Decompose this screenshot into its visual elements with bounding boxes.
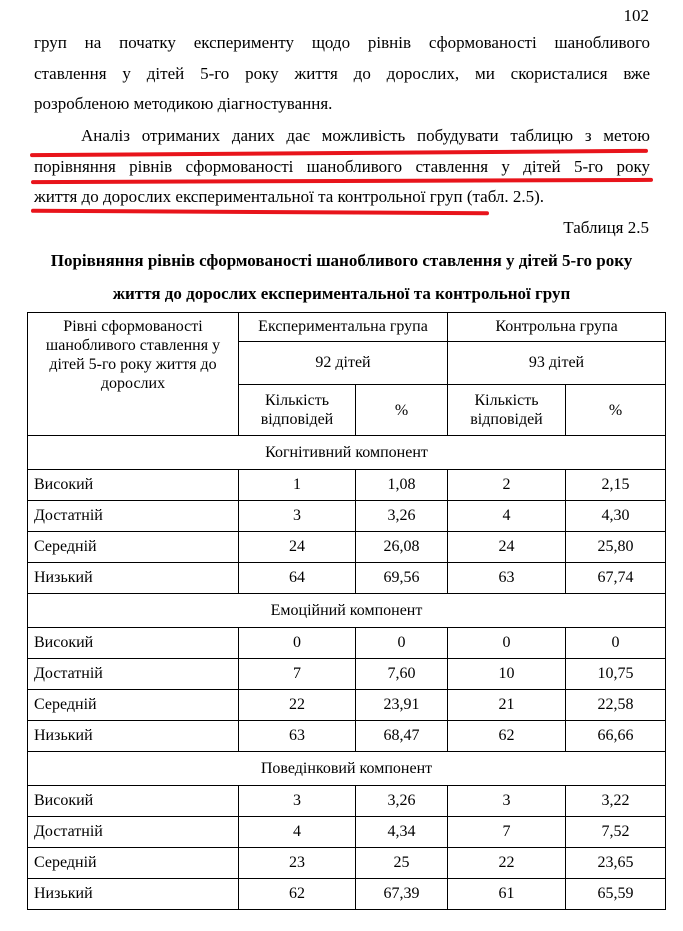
ctrl-count-value: 21 bbox=[448, 690, 566, 721]
exp-count-value: 3 bbox=[239, 786, 356, 817]
paragraph-analysis bbox=[34, 121, 650, 213]
exp-count-value: 7 bbox=[239, 659, 356, 690]
page-number: 102 bbox=[623, 6, 649, 25]
level-cell: Низький bbox=[28, 721, 239, 752]
ctrl-count-value: 0 bbox=[448, 628, 566, 659]
exp-percent-value: 1,08 bbox=[356, 470, 448, 501]
component-section-title: Емоційний компонент bbox=[28, 594, 666, 628]
exp-count-value: 0 bbox=[239, 628, 356, 659]
ctrl-percent-value: 65,59 bbox=[566, 879, 666, 910]
table-row bbox=[28, 879, 666, 910]
table-row bbox=[28, 501, 666, 532]
table-row bbox=[28, 848, 666, 879]
ctrl-percent-value: 0 bbox=[566, 628, 666, 659]
paragraph-line: Аналіз отриманих даних дає можливість побудувати таблицю з метою bbox=[81, 126, 650, 145]
ctrl-count-value: 22 bbox=[448, 848, 566, 879]
ctrl-count-value: 62 bbox=[448, 721, 566, 752]
level-cell: Достатній bbox=[28, 501, 239, 532]
table-row bbox=[28, 628, 666, 659]
paragraph-line: ставлення у дітей 5-го року життя до дорослих, ми скористалися вже bbox=[34, 63, 650, 83]
ctrl-count-value: 4 bbox=[448, 501, 566, 532]
percent-header-cell: % bbox=[356, 385, 448, 436]
exp-count-value: 22 bbox=[239, 690, 356, 721]
component-section-row bbox=[28, 594, 666, 628]
ctrl-count-value: 7 bbox=[448, 817, 566, 848]
paragraph-line: життя до дорослих експериментальної та контрольної груп (табл. 2.5). bbox=[34, 187, 545, 206]
ctrl-percent-value: 4,30 bbox=[566, 501, 666, 532]
ctrl-count-value: 24 bbox=[448, 532, 566, 563]
paragraph-line: порівняння рівнів сформованості шанобливого ставлення у дітей 5-го року bbox=[34, 156, 650, 176]
level-cell: Низький bbox=[28, 879, 239, 910]
table-title-line: життя до дорослих експериментальної та контрольної груп bbox=[112, 284, 571, 303]
exp-count-value: 63 bbox=[239, 721, 356, 752]
level-cell: Високий bbox=[28, 786, 239, 817]
level-cell: Низький bbox=[28, 563, 239, 594]
component-section-row bbox=[28, 436, 666, 470]
level-cell: Високий bbox=[28, 470, 239, 501]
exp-count-value: 62 bbox=[239, 879, 356, 910]
exp-count-value: 4 bbox=[239, 817, 356, 848]
table-row bbox=[28, 690, 666, 721]
table-header-row bbox=[28, 313, 666, 342]
table-row bbox=[28, 563, 666, 594]
component-section-title: Поведінковий компонент bbox=[28, 752, 666, 786]
levels-header-cell: Рівні сформованості шанобливого ставлення у дітей 5-го року життя до дорослих bbox=[28, 313, 239, 436]
exp-percent-value: 23,91 bbox=[356, 690, 448, 721]
exp-percent-value: 4,34 bbox=[356, 817, 448, 848]
level-cell: Середній bbox=[28, 690, 239, 721]
exp-count-value: 23 bbox=[239, 848, 356, 879]
ctrl-percent-value: 67,74 bbox=[566, 563, 666, 594]
level-cell: Середній bbox=[28, 532, 239, 563]
ctrl-percent-value: 25,80 bbox=[566, 532, 666, 563]
level-cell: Достатній bbox=[28, 659, 239, 690]
table-row bbox=[28, 817, 666, 848]
level-cell: Високий bbox=[28, 628, 239, 659]
ctrl-count-cell: 93 дітей bbox=[448, 342, 666, 385]
exp-count-value: 3 bbox=[239, 501, 356, 532]
component-section-title: Когнітивний компонент bbox=[28, 436, 666, 470]
ctrl-percent-value: 66,66 bbox=[566, 721, 666, 752]
ctrl-percent-value: 10,75 bbox=[566, 659, 666, 690]
answers-header-cell: Кількість відповідей bbox=[448, 385, 566, 436]
paragraph-line: груп на початку експерименту щодо рівнів сформованості шанобливого bbox=[34, 33, 650, 52]
percent-header-cell: % bbox=[566, 385, 666, 436]
exp-count-cell: 92 дітей bbox=[239, 342, 448, 385]
level-cell: Достатній bbox=[28, 817, 239, 848]
ctrl-percent-value: 2,15 bbox=[566, 470, 666, 501]
results-table bbox=[27, 312, 666, 910]
exp-percent-value: 68,47 bbox=[356, 721, 448, 752]
exp-percent-value: 3,26 bbox=[356, 786, 448, 817]
exp-percent-value: 69,56 bbox=[356, 563, 448, 594]
ctrl-group-header: Контрольна група bbox=[448, 313, 666, 342]
exp-percent-value: 0 bbox=[356, 628, 448, 659]
ctrl-percent-value: 3,22 bbox=[566, 786, 666, 817]
exp-count-value: 64 bbox=[239, 563, 356, 594]
ctrl-count-value: 3 bbox=[448, 786, 566, 817]
component-section-row bbox=[28, 752, 666, 786]
exp-percent-value: 67,39 bbox=[356, 879, 448, 910]
exp-count-value: 24 bbox=[239, 532, 356, 563]
exp-percent-value: 25 bbox=[356, 848, 448, 879]
level-cell: Середній bbox=[28, 848, 239, 879]
exp-percent-value: 26,08 bbox=[356, 532, 448, 563]
ctrl-count-value: 61 bbox=[448, 879, 566, 910]
table-row bbox=[28, 721, 666, 752]
ctrl-count-value: 2 bbox=[448, 470, 566, 501]
answers-header-cell: Кількість відповідей bbox=[239, 385, 356, 436]
exp-group-header: Експериментальна група bbox=[239, 313, 448, 342]
table-row bbox=[28, 532, 666, 563]
paragraph-line: розробленою методикою діагностування. bbox=[34, 94, 333, 113]
exp-percent-value: 7,60 bbox=[356, 659, 448, 690]
exp-percent-value: 3,26 bbox=[356, 501, 448, 532]
table-caption: Таблиця 2.5 bbox=[563, 218, 649, 237]
exp-count-value: 1 bbox=[239, 470, 356, 501]
table-row bbox=[28, 470, 666, 501]
ctrl-count-value: 63 bbox=[448, 563, 566, 594]
table-row bbox=[28, 659, 666, 690]
table-row bbox=[28, 786, 666, 817]
paragraph-intro bbox=[34, 28, 650, 120]
ctrl-percent-value: 7,52 bbox=[566, 817, 666, 848]
table-title-line: Порівняння рівнів сформованості шанобливого ставлення у дітей 5-го року bbox=[50, 251, 633, 270]
ctrl-percent-value: 23,65 bbox=[566, 848, 666, 879]
ctrl-count-value: 10 bbox=[448, 659, 566, 690]
ctrl-percent-value: 22,58 bbox=[566, 690, 666, 721]
